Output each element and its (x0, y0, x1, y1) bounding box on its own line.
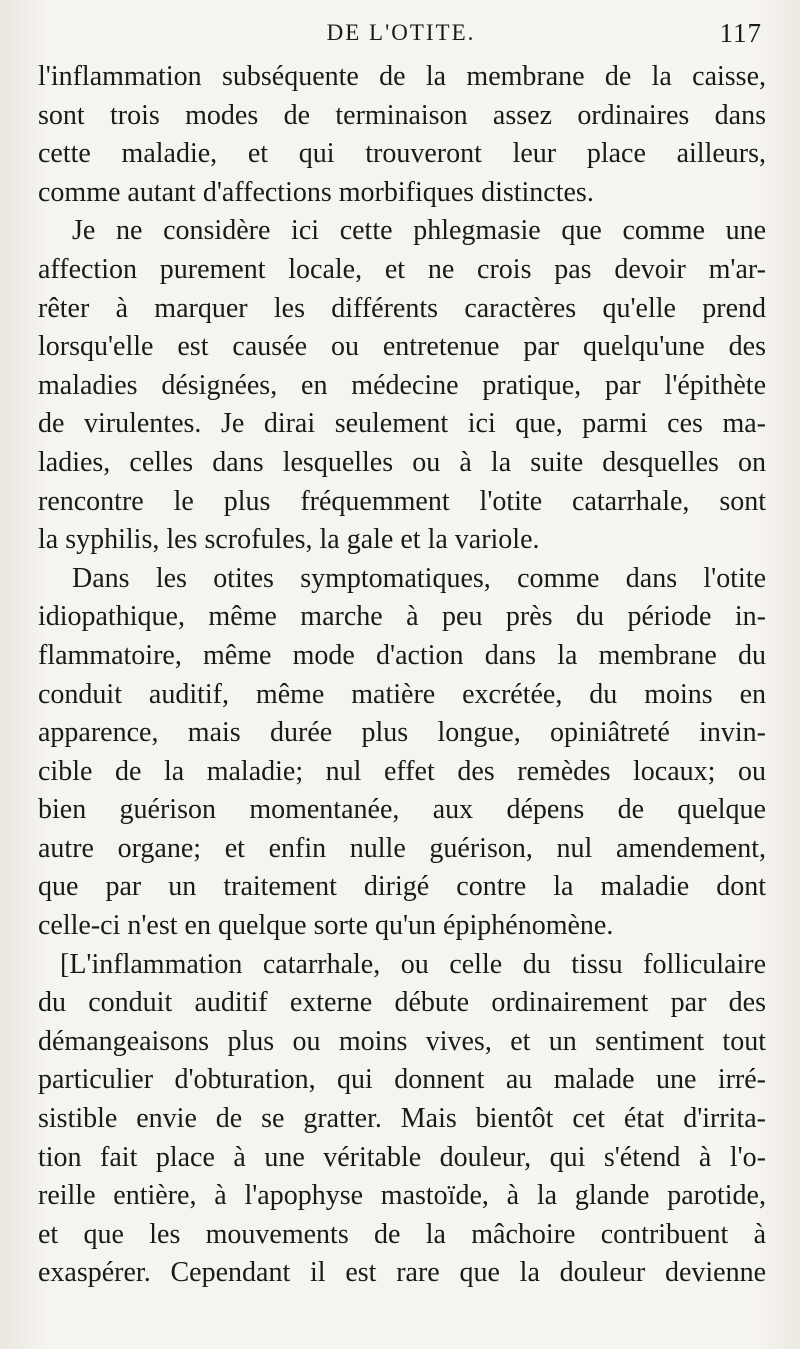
text-line: rencontre le plus fréquemment l'otite catarrhale, sont (38, 485, 766, 517)
text-line: affection purement locale, et ne crois pas devoir m'ar- (38, 253, 766, 285)
running-head-title: DE L'OTITE. (326, 20, 476, 45)
text-line: tion fait place à une véritable douleur, qui s'étend à l'o- (38, 1141, 766, 1173)
text-line: flammatoire, même mode d'action dans la membrane du (38, 639, 766, 671)
text-line: autre organe; et enfin nulle guérison, nul amendement, (38, 832, 766, 864)
text-line: idiopathique, même marche à peu près du période in- (38, 601, 766, 633)
text-line: Je ne considère ici cette phlegmasie que comme une (72, 215, 766, 247)
text-line: sistible envie de se gratter. Mais bientôt cet état d'irrita- (38, 1103, 766, 1135)
text-line: celle-ci n'est en quelque sorte qu'un épiphénomène. (38, 910, 614, 942)
text-line: cible de la maladie; nul effet des remèdes locaux; ou (38, 755, 766, 787)
text-line: apparence, mais durée plus longue, opiniâtreté invin- (38, 717, 766, 749)
text-line: démangeaisons plus ou moins vives, et un sentiment tout (38, 1025, 766, 1057)
text-line: [L'inflammation catarrhale, ou celle du tissu folliculaire (60, 948, 766, 980)
text-line: que par un traitement dirigé contre la maladie dont (38, 871, 766, 903)
text-line: reille entière, à l'apophyse mastoïde, à la glande parotide, (38, 1180, 766, 1212)
text-line: sont trois modes de terminaison assez ordinaires dans (38, 99, 766, 131)
text-line: conduit auditif, même matière excrétée, du moins en (38, 678, 766, 710)
body-text (38, 58, 766, 1293)
text-line: comme autant d'affections morbifiques distinctes. (38, 176, 594, 208)
running-head (40, 14, 762, 54)
text-line: maladies désignées, en médecine pratique, par l'épithète (38, 369, 766, 401)
text-line: la syphilis, les scrofules, la gale et la variole. (38, 524, 540, 556)
text-line: de virulentes. Je dirai seulement ici que, parmi ces ma- (38, 408, 766, 440)
text-line: exaspérer. Cependant il est rare que la douleur devienne (38, 1257, 766, 1289)
text-line: particulier d'obturation, qui donnent au malade une irré- (38, 1064, 766, 1096)
page-number: 117 (719, 18, 762, 48)
text-line: rêter à marquer les différents caractères qu'elle prend (38, 292, 766, 324)
text-line: ladies, celles dans lesquelles ou à la suite desquelles on (38, 446, 766, 478)
text-line: cette maladie, et qui trouveront leur place ailleurs, (38, 138, 766, 170)
text-line: Dans les otites symptomatiques, comme dans l'otite (72, 562, 766, 594)
text-line: du conduit auditif externe débute ordinairement par des (38, 987, 766, 1019)
text-line: l'inflammation subséquente de la membrane de la caisse, (38, 61, 766, 92)
text-line: et que les mouvements de la mâchoire contribuent à (38, 1218, 766, 1250)
text-line: bien guérison momentanée, aux dépens de quelque (38, 794, 766, 826)
text-line: lorsqu'elle est causée ou entretenue par quelqu'une des (38, 331, 766, 363)
